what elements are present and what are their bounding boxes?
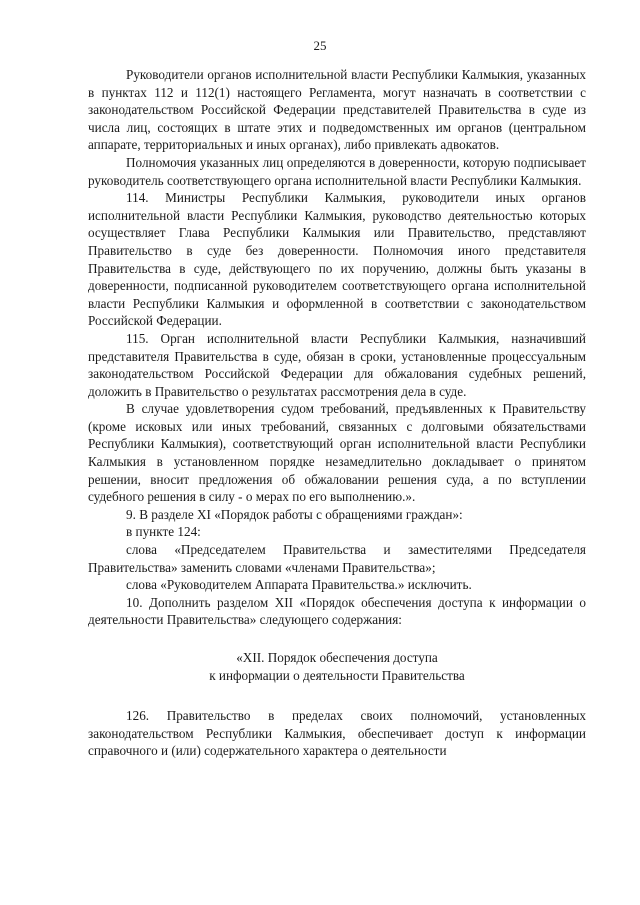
paragraph: Полномочия указанных лиц определяются в доверенности, которую подписывает руководитель соответствующего органа исполнительной власти Республики Калмыкия.	[88, 154, 586, 188]
paragraph: 114. Министры Республики Калмыкия, руководители иных органов исполнительной власти Республики Калмыкия, руководство деятельностью которых осуществляет Глава Республики Калмыкия или Правительство, представляют Правительство в суде без доверенности. Полномочия иного представителя Правительства в суде, действующего по их поручению, должны быть указаны в доверенности, подписанной руководителем соответствующего органа исполнительной власти Республики Калмыкия и оформленной в соответствии с законодательством Российской Федерации.	[88, 190, 586, 329]
paragraph: В случае удовлетворения судом требований, предъявленных к Правительству (кроме исковых или иных требований, связанных с долговыми обязательствами Республики Калмыкия), соответствующий орган исполнительной власти Республики Калмыкия в установленном порядке незамедлительно докладывает о принятом решении, вносит предложения об обжаловании решения суда, а по вступлении судебного решения в силу - о мерах по его выполнению.».	[88, 401, 586, 505]
section-title-line-1: «XII. Порядок обеспечения доступа	[236, 650, 438, 665]
paragraph: 126. Правительство в пределах своих полномочий, установленных законодательством Республики Калмыкия, обеспечивает доступ к информации справочного и (или) содержательного характера о деятельности	[88, 708, 586, 759]
section-title	[88, 649, 586, 685]
paragraph: в пункте 124:	[126, 524, 201, 540]
paragraph: Руководители органов исполнительной власти Республики Калмыкия, указанных в пунктах 112 и 112(1) настоящего Регламента, могут назначать в соответствии с законодательством Российской Федерации представителей Правительства в суде из числа лиц, состоящих в штате этих и подведомственных им органов (центральном аппарате, территориальных и иных органах), либо привлекать адвокатов.	[88, 67, 586, 153]
page-number: 25	[313, 38, 327, 53]
paragraph: 115. Орган исполнительной власти Республики Калмыкия, назначивший представителя Правительства в суде, обязан в сроки, установленные процессуальным законодательством Российской Федерации для обжалования судебных решений, доложить в Правительство о результатах рассмотрения дела в суде.	[88, 330, 586, 399]
paragraph: 10. Дополнить разделом XII «Порядок обеспечения доступа к информации о деятельности Правительства» следующего содержания:	[88, 594, 586, 628]
paragraph: 9. В разделе XI «Порядок работы с обращениями граждан»:	[126, 506, 463, 522]
section-title-line-2: к информации о деятельности Правительства	[209, 668, 465, 683]
paragraph: слова «Председателем Правительства и заместителями Председателя Правительства» заменить словами «членами Правительства»;	[88, 542, 586, 575]
paragraph: слова «Руководителем Аппарата Правительства.» исключить.	[126, 577, 472, 593]
document-body	[88, 66, 586, 760]
